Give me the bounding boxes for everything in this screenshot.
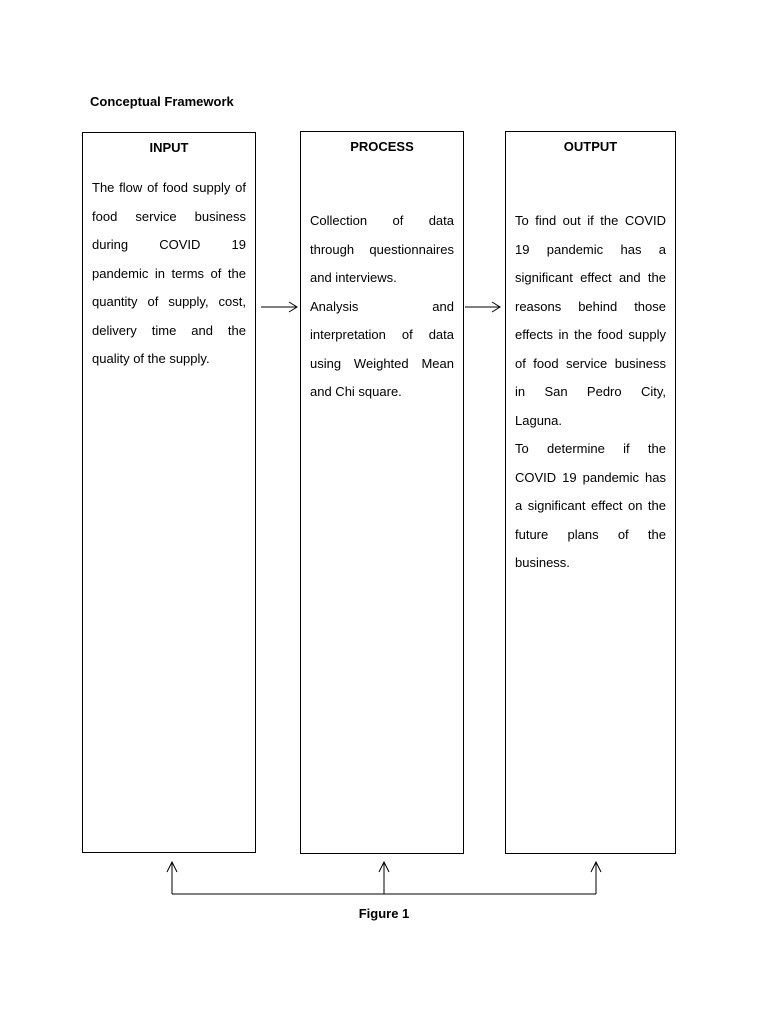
input-box: [82, 132, 256, 853]
feedback-arrow-process: [379, 862, 389, 894]
page-title: Conceptual Framework: [90, 94, 234, 109]
input-box-text: [92, 174, 246, 374]
input-box-title: INPUT: [149, 140, 189, 155]
output-box-title: OUTPUT: [563, 139, 618, 154]
output-box: [505, 131, 676, 854]
feedback-arrow-input: [167, 862, 177, 894]
arrow-input-to-process: [261, 302, 297, 312]
process-box: [300, 131, 464, 854]
process-paragraph-1: Collection of data through questionnaires and interviews.: [310, 213, 454, 285]
figure-caption: Figure 1: [358, 906, 410, 921]
process-box-title: PROCESS: [350, 139, 414, 154]
process-paragraph-2: Analysis and interpretation of data using Weighted Mean and Chi square.: [310, 298, 454, 399]
process-box-text: [310, 207, 454, 407]
output-paragraph-2: To determine if the COVID 19 pandemic has a significant effect on the future plans of the business.: [515, 441, 666, 570]
output-box-text: [515, 207, 666, 578]
arrow-process-to-output: [465, 302, 500, 312]
output-paragraph-1: To find out if the COVID 19 pandemic has a significant effect and the reasons behind those effects in the food supply of food service business in San Pedro City, Laguna.: [515, 213, 666, 428]
feedback-loop: [167, 862, 601, 894]
input-paragraph-1: The flow of food supply of food service business during COVID 19 pandemic in terms of the quantity of supply, cost, delivery time and the quality of the supply.: [92, 180, 246, 366]
feedback-arrow-output: [591, 862, 601, 894]
